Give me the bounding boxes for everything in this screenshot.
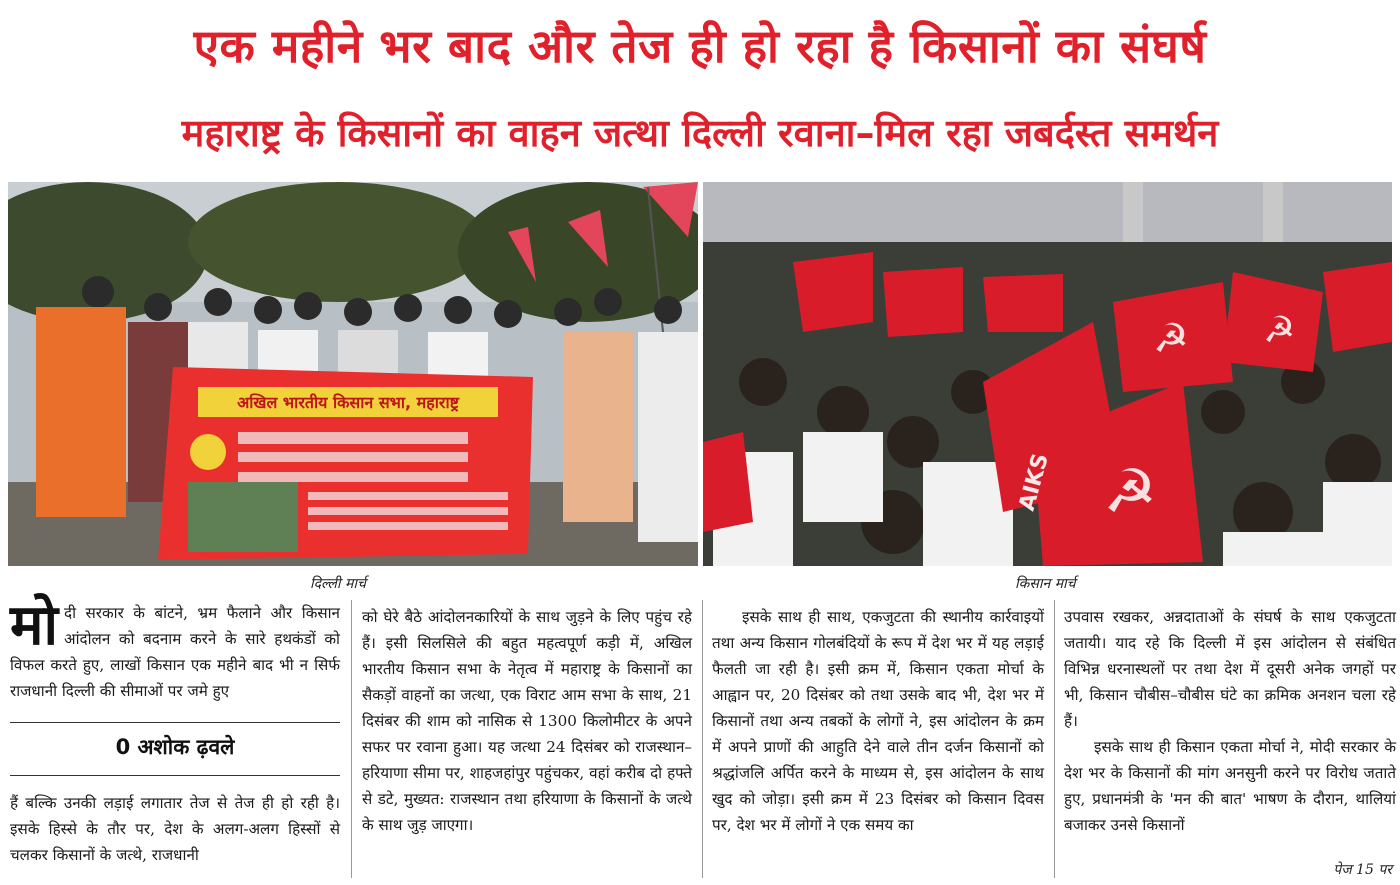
column-divider [1054,600,1055,878]
photo-delhi-march [8,182,698,566]
article-col4-p2: इसके साथ ही किसान एकता मोर्चा ने, मोदी सरकार के देश भर के किसानों की मांग अनसुनी करने पर विरोध जताते हुए, प्रधानमंत्री के 'मन की बात' भाषण के दौरान, थालियां बजाकर उनसे किसानों [1064,738,1396,834]
article-col1-bottom: हैं बल्कि उनकी लड़ाई लगातार तेज से तेज ही हो रही है। इसके हिस्से के तौर पर, देश के अलग-अलग हिस्सों से चलकर किसानों के जत्थे, राजधानी [10,794,340,864]
svg-text:☭: ☭ [1153,316,1189,362]
article-col3-text: इसके साथ ही साथ, एकजुटता की स्थानीय कार्रवाइयों तथा अन्य किसान गोलबंदियों के रूप में देश भर में यह लड़ाई फैलती जा रही है। इसी क्रम में, किसान एकता मोर्चा के आह्वान पर, 20 दिसंबर को तथा उसके बाद भी, देश भर में किसानों तथा अन्य तबकों के लोगों ने, इस आंदोलन के क्रम में अपने प्राणों की आहुति देने वाले तीन दर्जन किसानों को श्रद्धांजलि अर्पित करने के माध्यम से, इस आंदोलन के साथ खुद को जोड़ा। इसी क्रम में 23 दिसंबर को किसान दिवस पर, देश भर में लोगों ने एक समय का [712,608,1044,834]
article-column-1 [10,593,340,704]
headline: एक महीने भर बाद और तेज ही हो रहा है किसानों का संघर्ष [193,19,1207,73]
continued-on-page: पेज 15 पर [1333,862,1392,878]
article-col4-p1: उपवास रखकर, अन्नदाताओं के संघर्ष के साथ एकजुटता जतायी। याद रहे कि दिल्ली में इस आंदोलन से संबंधित विभिन्न धरनास्थलों पर तथा देश में दूसरी अनेक जगहों पर भी, किसान चौबीस–चौबीस घंटे का क्रमिक अनशन चला रहे हैं। [1064,608,1396,730]
article-col1-top: दी सरकार के बांटने, भ्रम फैलाने और किसान आंदोलन को बदनाम करने के सारे हथकंडों को विफल करते हुए, लाखों किसान एक महीने बाद भी न सिर्फ राजधानी दिल्ली की सीमाओं पर जमे हुए [10,604,340,700]
article-column-2: को घेरे बैठे आंदोलनकारियों के साथ जुड़ने के लिए पहुंच रहे हैं। इसी सिलसिले की बहुत महत्वपूर्ण कड़ी में, अखिल भारतीय किसान सभा के नेतृत्व में महाराष्ट्र के किसानों का सैकड़ों वाहनों का जत्था, एक विराट आम सभा के साथ, 21 दिसंबर की शाम को नासिक से 1300 किलोमीटर के अपने सफर पर रवाना हुआ। यह जत्था 24 दिसंबर को राजस्थान–हरियाणा सीमा पर, शाहजहांपुर पहुंचकर, वहां करीब दो हफ्ते से डटे, मुख्यत: राजस्थान तथा हरियाणा के किसानों के जत्थे के साथ जुड़ जाएगा। [362,608,692,834]
subheadline: महाराष्ट्र के किसानों का वाहन जत्था दिल्ली रवाना–मिल रहा जबर्दस्त समर्थन [181,111,1219,155]
svg-text:☭: ☭ [1103,457,1157,527]
column-divider [702,600,703,878]
caption-right: किसान मार्च [1015,576,1076,592]
column-divider [351,600,352,878]
flag-text: AIKS [1014,450,1054,514]
article-column-3 [712,604,1044,838]
byline: 0 अशोक ढ़वले [115,735,235,759]
dropcap: मो [10,593,58,658]
byline-box [10,722,340,776]
banner-text: अखिल भारतीय किसान सभा, महाराष्ट्र [237,393,459,412]
article-column-4 [1064,604,1396,838]
svg-text:☭: ☭ [1263,310,1296,351]
photo-kisan-march [703,182,1392,566]
caption-left: दिल्ली मार्च [310,576,366,592]
